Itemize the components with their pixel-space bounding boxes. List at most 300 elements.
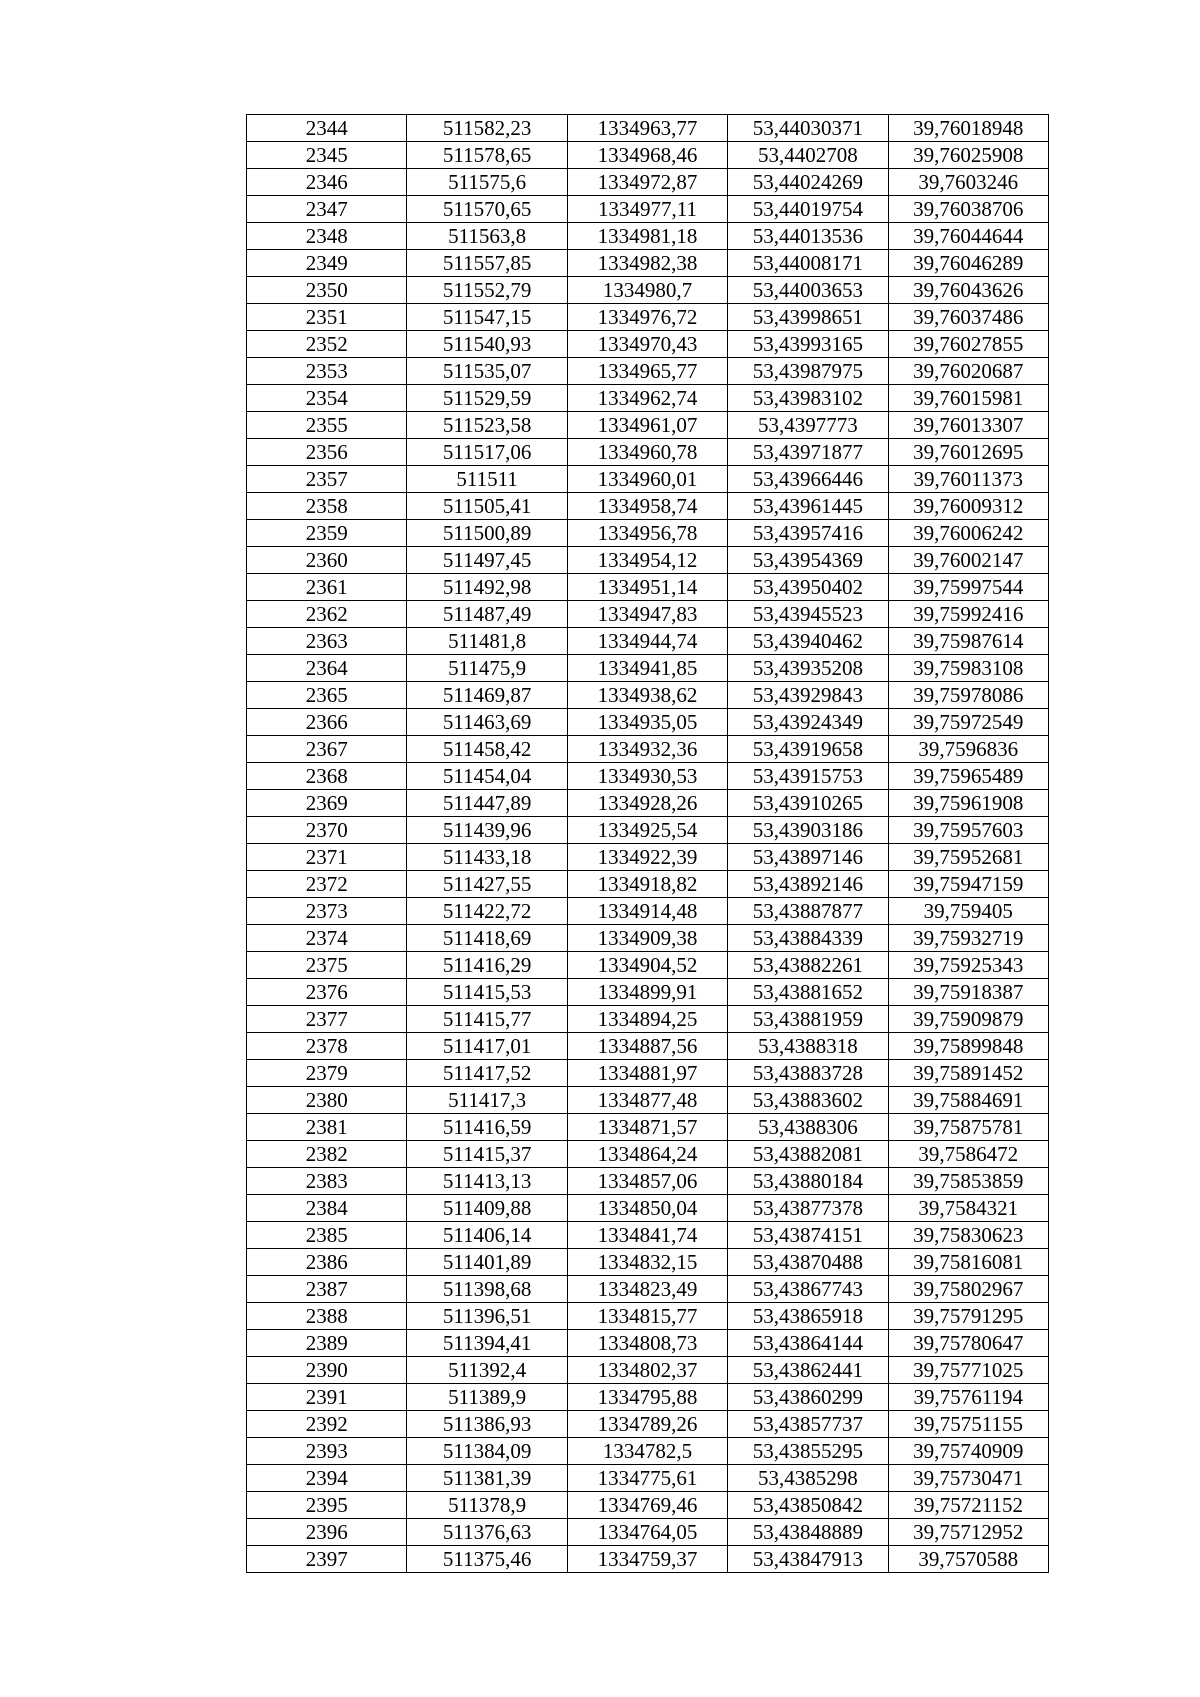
latitude-cell: 53,44024269: [728, 169, 888, 196]
x-coordinate-cell: 511417,01: [407, 1033, 567, 1060]
latitude-cell: 53,43954369: [728, 547, 888, 574]
table-row: [247, 547, 1049, 574]
y-coordinate-cell: 1334930,53: [567, 763, 727, 790]
table-row: [247, 871, 1049, 898]
x-coordinate-cell: 511416,29: [407, 952, 567, 979]
latitude-cell: 53,43924349: [728, 709, 888, 736]
y-coordinate-cell: 1334935,05: [567, 709, 727, 736]
longitude-cell: 39,75997544: [888, 574, 1048, 601]
latitude-cell: 53,4402708: [728, 142, 888, 169]
point-number-cell: 2363: [247, 628, 407, 655]
x-coordinate-cell: 511398,68: [407, 1276, 567, 1303]
table-row: [247, 385, 1049, 412]
coordinates-table-body: [247, 115, 1049, 1573]
latitude-cell: 53,43848889: [728, 1519, 888, 1546]
longitude-cell: 39,76025908: [888, 142, 1048, 169]
latitude-cell: 53,43864144: [728, 1330, 888, 1357]
table-row: [247, 1465, 1049, 1492]
point-number-cell: 2358: [247, 493, 407, 520]
longitude-cell: 39,76020687: [888, 358, 1048, 385]
latitude-cell: 53,43865918: [728, 1303, 888, 1330]
longitude-cell: 39,76046289: [888, 250, 1048, 277]
table-row: [247, 1006, 1049, 1033]
x-coordinate-cell: 511575,6: [407, 169, 567, 196]
x-coordinate-cell: 511376,63: [407, 1519, 567, 1546]
table-row: [247, 1249, 1049, 1276]
x-coordinate-cell: 511557,85: [407, 250, 567, 277]
table-row: [247, 520, 1049, 547]
longitude-cell: 39,759405: [888, 898, 1048, 925]
x-coordinate-cell: 511381,39: [407, 1465, 567, 1492]
y-coordinate-cell: 1334960,78: [567, 439, 727, 466]
table-row: [247, 466, 1049, 493]
x-coordinate-cell: 511386,93: [407, 1411, 567, 1438]
point-number-cell: 2368: [247, 763, 407, 790]
latitude-cell: 53,44003653: [728, 277, 888, 304]
longitude-cell: 39,75730471: [888, 1465, 1048, 1492]
latitude-cell: 53,44008171: [728, 250, 888, 277]
point-number-cell: 2354: [247, 385, 407, 412]
table-row: [247, 439, 1049, 466]
x-coordinate-cell: 511375,46: [407, 1546, 567, 1573]
x-coordinate-cell: 511378,9: [407, 1492, 567, 1519]
longitude-cell: 39,75830623: [888, 1222, 1048, 1249]
x-coordinate-cell: 511416,59: [407, 1114, 567, 1141]
table-row: [247, 790, 1049, 817]
x-coordinate-cell: 511517,06: [407, 439, 567, 466]
x-coordinate-cell: 511535,07: [407, 358, 567, 385]
table-row: [247, 1276, 1049, 1303]
point-number-cell: 2364: [247, 655, 407, 682]
longitude-cell: 39,76006242: [888, 520, 1048, 547]
latitude-cell: 53,43867743: [728, 1276, 888, 1303]
latitude-cell: 53,43910265: [728, 790, 888, 817]
table-row: [247, 169, 1049, 196]
x-coordinate-cell: 511413,13: [407, 1168, 567, 1195]
y-coordinate-cell: 1334922,39: [567, 844, 727, 871]
point-number-cell: 2365: [247, 682, 407, 709]
longitude-cell: 39,76037486: [888, 304, 1048, 331]
latitude-cell: 53,43887877: [728, 898, 888, 925]
longitude-cell: 39,75965489: [888, 763, 1048, 790]
latitude-cell: 53,43966446: [728, 466, 888, 493]
x-coordinate-cell: 511497,45: [407, 547, 567, 574]
y-coordinate-cell: 1334958,74: [567, 493, 727, 520]
point-number-cell: 2376: [247, 979, 407, 1006]
point-number-cell: 2397: [247, 1546, 407, 1573]
point-number-cell: 2345: [247, 142, 407, 169]
y-coordinate-cell: 1334976,72: [567, 304, 727, 331]
latitude-cell: 53,43987975: [728, 358, 888, 385]
table-row: [247, 1519, 1049, 1546]
table-row: [247, 844, 1049, 871]
table-row: [247, 196, 1049, 223]
latitude-cell: 53,43915753: [728, 763, 888, 790]
point-number-cell: 2361: [247, 574, 407, 601]
latitude-cell: 53,43883602: [728, 1087, 888, 1114]
table-row: [247, 979, 1049, 1006]
point-number-cell: 2360: [247, 547, 407, 574]
table-row: [247, 601, 1049, 628]
y-coordinate-cell: 1334887,56: [567, 1033, 727, 1060]
longitude-cell: 39,76013307: [888, 412, 1048, 439]
point-number-cell: 2356: [247, 439, 407, 466]
longitude-cell: 39,75721152: [888, 1492, 1048, 1519]
table-row: [247, 709, 1049, 736]
x-coordinate-cell: 511547,15: [407, 304, 567, 331]
latitude-cell: 53,4388318: [728, 1033, 888, 1060]
y-coordinate-cell: 1334965,77: [567, 358, 727, 385]
table-row: [247, 250, 1049, 277]
x-coordinate-cell: 511409,88: [407, 1195, 567, 1222]
x-coordinate-cell: 511475,9: [407, 655, 567, 682]
point-number-cell: 2372: [247, 871, 407, 898]
y-coordinate-cell: 1334815,77: [567, 1303, 727, 1330]
point-number-cell: 2344: [247, 115, 407, 142]
latitude-cell: 53,43945523: [728, 601, 888, 628]
longitude-cell: 39,76038706: [888, 196, 1048, 223]
latitude-cell: 53,43860299: [728, 1384, 888, 1411]
table-row: [247, 1357, 1049, 1384]
latitude-cell: 53,43998651: [728, 304, 888, 331]
x-coordinate-cell: 511463,69: [407, 709, 567, 736]
latitude-cell: 53,43881959: [728, 1006, 888, 1033]
longitude-cell: 39,76012695: [888, 439, 1048, 466]
longitude-cell: 39,75983108: [888, 655, 1048, 682]
point-number-cell: 2355: [247, 412, 407, 439]
y-coordinate-cell: 1334960,01: [567, 466, 727, 493]
y-coordinate-cell: 1334759,37: [567, 1546, 727, 1573]
table-row: [247, 493, 1049, 520]
y-coordinate-cell: 1334881,97: [567, 1060, 727, 1087]
latitude-cell: 53,43957416: [728, 520, 888, 547]
point-number-cell: 2374: [247, 925, 407, 952]
x-coordinate-cell: 511487,49: [407, 601, 567, 628]
longitude-cell: 39,76044644: [888, 223, 1048, 250]
y-coordinate-cell: 1334877,48: [567, 1087, 727, 1114]
longitude-cell: 39,76009312: [888, 493, 1048, 520]
point-number-cell: 2380: [247, 1087, 407, 1114]
y-coordinate-cell: 1334782,5: [567, 1438, 727, 1465]
table-row: [247, 1168, 1049, 1195]
y-coordinate-cell: 1334841,74: [567, 1222, 727, 1249]
table-row: [247, 1087, 1049, 1114]
longitude-cell: 39,76043626: [888, 277, 1048, 304]
latitude-cell: 53,43935208: [728, 655, 888, 682]
y-coordinate-cell: 1334925,54: [567, 817, 727, 844]
y-coordinate-cell: 1334970,43: [567, 331, 727, 358]
table-row: [247, 655, 1049, 682]
latitude-cell: 53,43883728: [728, 1060, 888, 1087]
x-coordinate-cell: 511433,18: [407, 844, 567, 871]
x-coordinate-cell: 511578,65: [407, 142, 567, 169]
y-coordinate-cell: 1334938,62: [567, 682, 727, 709]
x-coordinate-cell: 511389,9: [407, 1384, 567, 1411]
latitude-cell: 53,43884339: [728, 925, 888, 952]
y-coordinate-cell: 1334857,06: [567, 1168, 727, 1195]
y-coordinate-cell: 1334928,26: [567, 790, 727, 817]
latitude-cell: 53,43855295: [728, 1438, 888, 1465]
y-coordinate-cell: 1334962,74: [567, 385, 727, 412]
y-coordinate-cell: 1334956,78: [567, 520, 727, 547]
y-coordinate-cell: 1334871,57: [567, 1114, 727, 1141]
x-coordinate-cell: 511500,89: [407, 520, 567, 547]
longitude-cell: 39,7603246: [888, 169, 1048, 196]
x-coordinate-cell: 511563,8: [407, 223, 567, 250]
longitude-cell: 39,75751155: [888, 1411, 1048, 1438]
x-coordinate-cell: 511392,4: [407, 1357, 567, 1384]
x-coordinate-cell: 511415,77: [407, 1006, 567, 1033]
y-coordinate-cell: 1334802,37: [567, 1357, 727, 1384]
point-number-cell: 2362: [247, 601, 407, 628]
table-row: [247, 1384, 1049, 1411]
y-coordinate-cell: 1334944,74: [567, 628, 727, 655]
x-coordinate-cell: 511481,8: [407, 628, 567, 655]
latitude-cell: 53,44019754: [728, 196, 888, 223]
y-coordinate-cell: 1334789,26: [567, 1411, 727, 1438]
y-coordinate-cell: 1334947,83: [567, 601, 727, 628]
point-number-cell: 2369: [247, 790, 407, 817]
point-number-cell: 2396: [247, 1519, 407, 1546]
table-row: [247, 1060, 1049, 1087]
longitude-cell: 39,76011373: [888, 466, 1048, 493]
longitude-cell: 39,7586472: [888, 1141, 1048, 1168]
longitude-cell: 39,75972549: [888, 709, 1048, 736]
y-coordinate-cell: 1334981,18: [567, 223, 727, 250]
y-coordinate-cell: 1334808,73: [567, 1330, 727, 1357]
longitude-cell: 39,7584321: [888, 1195, 1048, 1222]
table-row: [247, 574, 1049, 601]
point-number-cell: 2379: [247, 1060, 407, 1087]
y-coordinate-cell: 1334968,46: [567, 142, 727, 169]
table-row: [247, 223, 1049, 250]
point-number-cell: 2351: [247, 304, 407, 331]
latitude-cell: 53,43882081: [728, 1141, 888, 1168]
longitude-cell: 39,75947159: [888, 871, 1048, 898]
x-coordinate-cell: 511529,59: [407, 385, 567, 412]
latitude-cell: 53,43897146: [728, 844, 888, 871]
x-coordinate-cell: 511570,65: [407, 196, 567, 223]
table-row: [247, 628, 1049, 655]
y-coordinate-cell: 1334832,15: [567, 1249, 727, 1276]
x-coordinate-cell: 511417,3: [407, 1087, 567, 1114]
table-row: [247, 1141, 1049, 1168]
y-coordinate-cell: 1334972,87: [567, 169, 727, 196]
x-coordinate-cell: 511415,53: [407, 979, 567, 1006]
point-number-cell: 2370: [247, 817, 407, 844]
table-row: [247, 763, 1049, 790]
coordinates-table: [246, 114, 1049, 1573]
latitude-cell: 53,43993165: [728, 331, 888, 358]
longitude-cell: 39,75712952: [888, 1519, 1048, 1546]
latitude-cell: 53,43877378: [728, 1195, 888, 1222]
longitude-cell: 39,75816081: [888, 1249, 1048, 1276]
point-number-cell: 2393: [247, 1438, 407, 1465]
longitude-cell: 39,75780647: [888, 1330, 1048, 1357]
y-coordinate-cell: 1334980,7: [567, 277, 727, 304]
y-coordinate-cell: 1334864,24: [567, 1141, 727, 1168]
table-row: [247, 682, 1049, 709]
table-row: [247, 1303, 1049, 1330]
longitude-cell: 39,75740909: [888, 1438, 1048, 1465]
x-coordinate-cell: 511540,93: [407, 331, 567, 358]
y-coordinate-cell: 1334954,12: [567, 547, 727, 574]
y-coordinate-cell: 1334982,38: [567, 250, 727, 277]
table-row: [247, 898, 1049, 925]
latitude-cell: 53,44013536: [728, 223, 888, 250]
longitude-cell: 39,76002147: [888, 547, 1048, 574]
point-number-cell: 2389: [247, 1330, 407, 1357]
latitude-cell: 53,4388306: [728, 1114, 888, 1141]
table-row: [247, 412, 1049, 439]
point-number-cell: 2373: [247, 898, 407, 925]
longitude-cell: 39,76018948: [888, 115, 1048, 142]
longitude-cell: 39,76015981: [888, 385, 1048, 412]
point-number-cell: 2353: [247, 358, 407, 385]
x-coordinate-cell: 511505,41: [407, 493, 567, 520]
latitude-cell: 53,43892146: [728, 871, 888, 898]
longitude-cell: 39,75978086: [888, 682, 1048, 709]
longitude-cell: 39,75884691: [888, 1087, 1048, 1114]
x-coordinate-cell: 511406,14: [407, 1222, 567, 1249]
x-coordinate-cell: 511417,52: [407, 1060, 567, 1087]
longitude-cell: 39,75992416: [888, 601, 1048, 628]
longitude-cell: 39,75925343: [888, 952, 1048, 979]
y-coordinate-cell: 1334951,14: [567, 574, 727, 601]
latitude-cell: 53,43971877: [728, 439, 888, 466]
table-row: [247, 925, 1049, 952]
x-coordinate-cell: 511415,37: [407, 1141, 567, 1168]
point-number-cell: 2349: [247, 250, 407, 277]
point-number-cell: 2386: [247, 1249, 407, 1276]
latitude-cell: 53,43983102: [728, 385, 888, 412]
point-number-cell: 2366: [247, 709, 407, 736]
longitude-cell: 39,75957603: [888, 817, 1048, 844]
y-coordinate-cell: 1334823,49: [567, 1276, 727, 1303]
longitude-cell: 39,7596836: [888, 736, 1048, 763]
longitude-cell: 39,75791295: [888, 1303, 1048, 1330]
x-coordinate-cell: 511447,89: [407, 790, 567, 817]
point-number-cell: 2346: [247, 169, 407, 196]
x-coordinate-cell: 511401,89: [407, 1249, 567, 1276]
longitude-cell: 39,76027855: [888, 331, 1048, 358]
latitude-cell: 53,43882261: [728, 952, 888, 979]
table-row: [247, 331, 1049, 358]
latitude-cell: 53,43881652: [728, 979, 888, 1006]
point-number-cell: 2391: [247, 1384, 407, 1411]
latitude-cell: 53,43847913: [728, 1546, 888, 1573]
point-number-cell: 2352: [247, 331, 407, 358]
x-coordinate-cell: 511396,51: [407, 1303, 567, 1330]
table-row: [247, 1330, 1049, 1357]
table-row: [247, 304, 1049, 331]
point-number-cell: 2377: [247, 1006, 407, 1033]
longitude-cell: 39,75932719: [888, 925, 1048, 952]
latitude-cell: 53,43961445: [728, 493, 888, 520]
table-row: [247, 142, 1049, 169]
y-coordinate-cell: 1334899,91: [567, 979, 727, 1006]
y-coordinate-cell: 1334850,04: [567, 1195, 727, 1222]
table-row: [247, 277, 1049, 304]
longitude-cell: 39,75987614: [888, 628, 1048, 655]
x-coordinate-cell: 511418,69: [407, 925, 567, 952]
latitude-cell: 53,43870488: [728, 1249, 888, 1276]
point-number-cell: 2348: [247, 223, 407, 250]
y-coordinate-cell: 1334894,25: [567, 1006, 727, 1033]
x-coordinate-cell: 511394,41: [407, 1330, 567, 1357]
longitude-cell: 39,7570588: [888, 1546, 1048, 1573]
y-coordinate-cell: 1334904,52: [567, 952, 727, 979]
point-number-cell: 2382: [247, 1141, 407, 1168]
longitude-cell: 39,75802967: [888, 1276, 1048, 1303]
latitude-cell: 53,43874151: [728, 1222, 888, 1249]
longitude-cell: 39,75961908: [888, 790, 1048, 817]
x-coordinate-cell: 511454,04: [407, 763, 567, 790]
x-coordinate-cell: 511582,23: [407, 115, 567, 142]
y-coordinate-cell: 1334775,61: [567, 1465, 727, 1492]
point-number-cell: 2357: [247, 466, 407, 493]
point-number-cell: 2388: [247, 1303, 407, 1330]
point-number-cell: 2385: [247, 1222, 407, 1249]
latitude-cell: 53,4385298: [728, 1465, 888, 1492]
table-row: [247, 1114, 1049, 1141]
longitude-cell: 39,75875781: [888, 1114, 1048, 1141]
point-number-cell: 2350: [247, 277, 407, 304]
latitude-cell: 53,43919658: [728, 736, 888, 763]
longitude-cell: 39,75761194: [888, 1384, 1048, 1411]
table-row: [247, 736, 1049, 763]
latitude-cell: 53,43950402: [728, 574, 888, 601]
y-coordinate-cell: 1334764,05: [567, 1519, 727, 1546]
point-number-cell: 2390: [247, 1357, 407, 1384]
y-coordinate-cell: 1334914,48: [567, 898, 727, 925]
point-number-cell: 2394: [247, 1465, 407, 1492]
table-row: [247, 817, 1049, 844]
x-coordinate-cell: 511458,42: [407, 736, 567, 763]
y-coordinate-cell: 1334795,88: [567, 1384, 727, 1411]
x-coordinate-cell: 511552,79: [407, 277, 567, 304]
x-coordinate-cell: 511469,87: [407, 682, 567, 709]
point-number-cell: 2371: [247, 844, 407, 871]
latitude-cell: 53,43940462: [728, 628, 888, 655]
latitude-cell: 53,4397773: [728, 412, 888, 439]
point-number-cell: 2347: [247, 196, 407, 223]
longitude-cell: 39,75891452: [888, 1060, 1048, 1087]
x-coordinate-cell: 511492,98: [407, 574, 567, 601]
table-row: [247, 1492, 1049, 1519]
x-coordinate-cell: 511439,96: [407, 817, 567, 844]
latitude-cell: 53,43880184: [728, 1168, 888, 1195]
point-number-cell: 2359: [247, 520, 407, 547]
table-row: [247, 1438, 1049, 1465]
table-row: [247, 1195, 1049, 1222]
table-row: [247, 1222, 1049, 1249]
latitude-cell: 53,44030371: [728, 115, 888, 142]
point-number-cell: 2387: [247, 1276, 407, 1303]
latitude-cell: 53,43903186: [728, 817, 888, 844]
table-row: [247, 952, 1049, 979]
y-coordinate-cell: 1334909,38: [567, 925, 727, 952]
table-row: [247, 1546, 1049, 1573]
point-number-cell: 2392: [247, 1411, 407, 1438]
latitude-cell: 53,43850842: [728, 1492, 888, 1519]
point-number-cell: 2384: [247, 1195, 407, 1222]
point-number-cell: 2367: [247, 736, 407, 763]
y-coordinate-cell: 1334941,85: [567, 655, 727, 682]
longitude-cell: 39,75853859: [888, 1168, 1048, 1195]
point-number-cell: 2381: [247, 1114, 407, 1141]
y-coordinate-cell: 1334977,11: [567, 196, 727, 223]
